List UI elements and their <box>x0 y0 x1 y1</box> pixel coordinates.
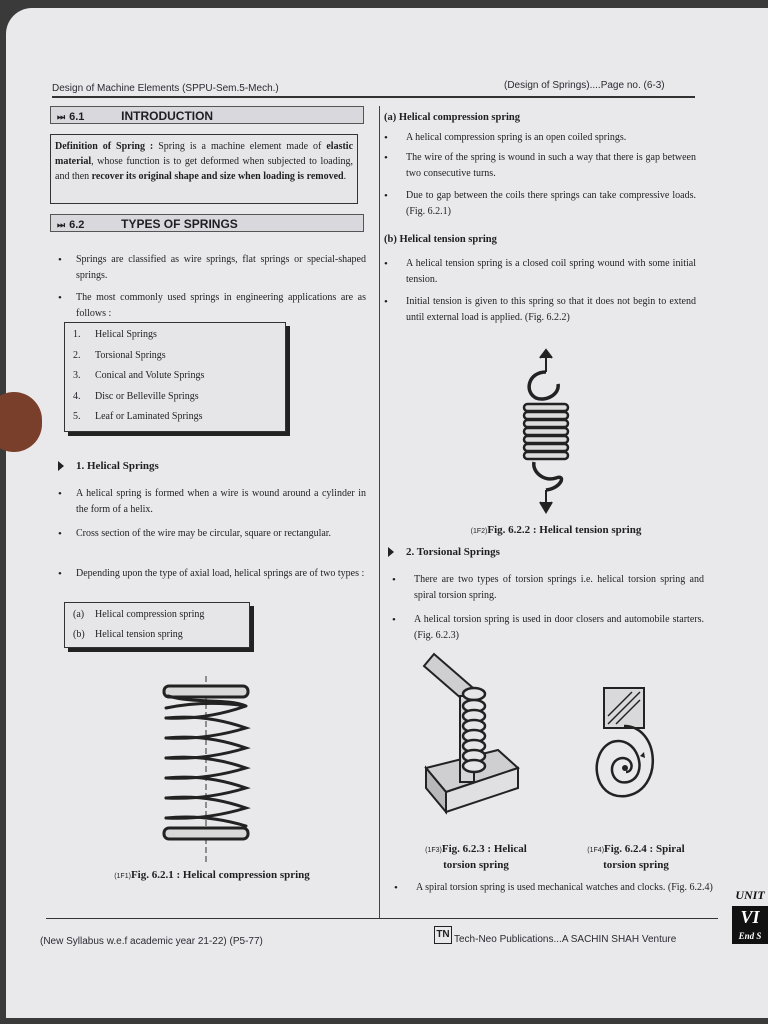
section-number: 6.2 <box>69 219 85 231</box>
figure-tag: (1F4) <box>587 847 605 854</box>
bullet-item: • There are two types of torsion springs i.e. helical torsion spring and spiral torsion spring. <box>414 572 704 604</box>
running-header-page: (Design of Springs)....Page no. (6-3) <box>504 80 665 91</box>
list-number: (a) <box>73 609 85 620</box>
definition-bold-term: elastic material <box>55 141 354 167</box>
figure-caption <box>406 842 546 873</box>
helical-torsion-spring-figure <box>420 652 526 820</box>
footer-rule <box>46 918 718 919</box>
bullet-item: • A helical tension spring is a closed coil spring wound with some initial tension. <box>406 256 696 288</box>
tension-spring-figure <box>506 348 586 514</box>
subheading-compression: (a) Helical compression spring <box>384 112 521 123</box>
list-number: 2. <box>73 349 81 361</box>
triangle-marker-icon <box>58 461 64 471</box>
list-item <box>73 605 249 625</box>
subsection-heading-helical <box>58 460 159 472</box>
bullet-item: • Cross section of the wire may be circular, square or rectangular. <box>76 526 366 542</box>
unit-number: VI <box>732 906 768 928</box>
list-item <box>73 387 285 408</box>
bullet-item: • Depending upon the type of axial load, helical springs are of two types : <box>76 566 366 582</box>
figure-tag: (1F2) <box>470 528 488 535</box>
list-label: Torsional Springs <box>95 349 166 361</box>
bullet-item: • Due to gap between the coils there springs can take compressive loads. (Fig. 6.2.1) <box>406 188 696 220</box>
header-rule <box>52 96 695 98</box>
subsection-heading-torsional <box>388 546 500 558</box>
list-label: Disc or Belleville Springs <box>95 390 199 402</box>
figure-caption-text: torsion spring <box>443 859 509 871</box>
figure-caption-line <box>566 842 706 858</box>
figure-caption <box>82 868 342 884</box>
spiral-torsion-spring-figure <box>582 686 672 810</box>
definition-text: . <box>343 171 347 182</box>
section-number: 6.1 <box>69 111 85 123</box>
section-marker-icon: ⏭ <box>57 112 66 122</box>
list-label: Helical compression spring <box>95 609 205 620</box>
section-heading-introduction <box>50 106 364 124</box>
publisher-logo-icon: TN <box>434 926 452 944</box>
figure-caption-line <box>406 842 546 858</box>
unit-end-label: End S <box>732 928 768 944</box>
bullet-item: • A helical compression spring is an open coiled springs. <box>406 130 696 146</box>
figure-caption <box>566 842 706 873</box>
list-number: 1. <box>73 329 81 340</box>
list-label: Leaf or Laminated Springs <box>95 411 203 422</box>
list-label: Conical and Volute Springs <box>95 370 205 381</box>
definition-bold-term: recover its original shape and size when loading is removed <box>91 171 344 182</box>
footer-syllabus: (New Syllabus w.e.f academic year 21-22) (P5-77) <box>40 936 263 947</box>
book-page <box>6 8 768 1018</box>
figure-caption <box>436 523 676 539</box>
definition-text: , whose function is to get deformed when subjected to loading, and then <box>55 156 353 182</box>
list-item <box>73 325 285 346</box>
section-heading-types <box>50 214 364 232</box>
bullet-item: • A helical spring is formed when a wire is wound around a cylinder in the form of a helix. <box>76 486 366 518</box>
figure-tag: (1F3) <box>425 847 442 854</box>
figure-caption-text: Fig. 6.2.3 : Helical <box>441 843 527 855</box>
bullet-item: • A spiral torsion spring is used mechanical watches and clocks. (Fig. 6.2.4) <box>416 880 716 896</box>
list-item <box>73 625 249 645</box>
definition-text: Spring is a machine element made of <box>158 141 322 152</box>
figure-caption-text: Fig. 6.2.4 : Spiral <box>604 843 685 855</box>
list-number: 4. <box>73 390 81 402</box>
section-title: INTRODUCTION <box>121 109 214 123</box>
bullet-item: • The most commonly used springs in engineering applications are as follows : <box>76 290 366 322</box>
triangle-marker-icon <box>388 547 394 557</box>
unit-label: UNIT <box>735 888 765 902</box>
helical-types-box <box>64 602 250 648</box>
list-label: Helical Springs <box>95 329 157 340</box>
bullet-item: • A helical torsion spring is used in door closers and automobile starters. (Fig. 6.2.3) <box>414 612 704 644</box>
list-item <box>73 366 285 387</box>
list-number: 3. <box>73 370 81 381</box>
footer-publisher: Tech-Neo Publications...A SACHIN SHAH Venture <box>454 934 677 945</box>
list-number: (b) <box>73 629 85 640</box>
bullet-item: • Initial tension is given to this spring so that it does not begin to extend until external load is applied. (Fig. 6.2.2) <box>406 294 696 326</box>
bullet-item: • The wire of the spring is wound in such a way that there is gap between two consecutive turns. <box>406 150 696 182</box>
list-number: 5. <box>73 411 81 422</box>
compression-spring-figure <box>156 676 256 862</box>
spring-types-list <box>64 322 286 432</box>
list-item <box>73 407 285 428</box>
figure-caption-text: torsion spring <box>603 859 669 871</box>
definition-box <box>50 134 358 204</box>
list-label: Helical tension spring <box>95 629 183 640</box>
definition-label: Definition of Spring : <box>55 141 154 152</box>
subheading-tension: (b) Helical tension spring <box>384 234 497 245</box>
section-marker-icon: ⏭ <box>57 220 66 230</box>
column-divider <box>379 106 380 918</box>
list-item <box>73 346 285 367</box>
figure-caption-text: Fig. 6.2.2 : Helical tension spring <box>487 524 642 536</box>
bullet-item: • Springs are classified as wire springs, flat springs or special-shaped springs. <box>76 252 366 284</box>
section-title: TYPES OF SPRINGS <box>121 217 238 231</box>
running-header-title: Design of Machine Elements (SPPU-Sem.5-Mech.) <box>52 83 279 94</box>
subsection-title: 2. Torsional Springs <box>406 546 500 558</box>
subsection-title: 1. Helical Springs <box>76 460 159 472</box>
figure-tag: (1F1) <box>114 873 131 880</box>
figure-caption-text: Fig. 6.2.1 : Helical compression spring <box>130 869 310 881</box>
